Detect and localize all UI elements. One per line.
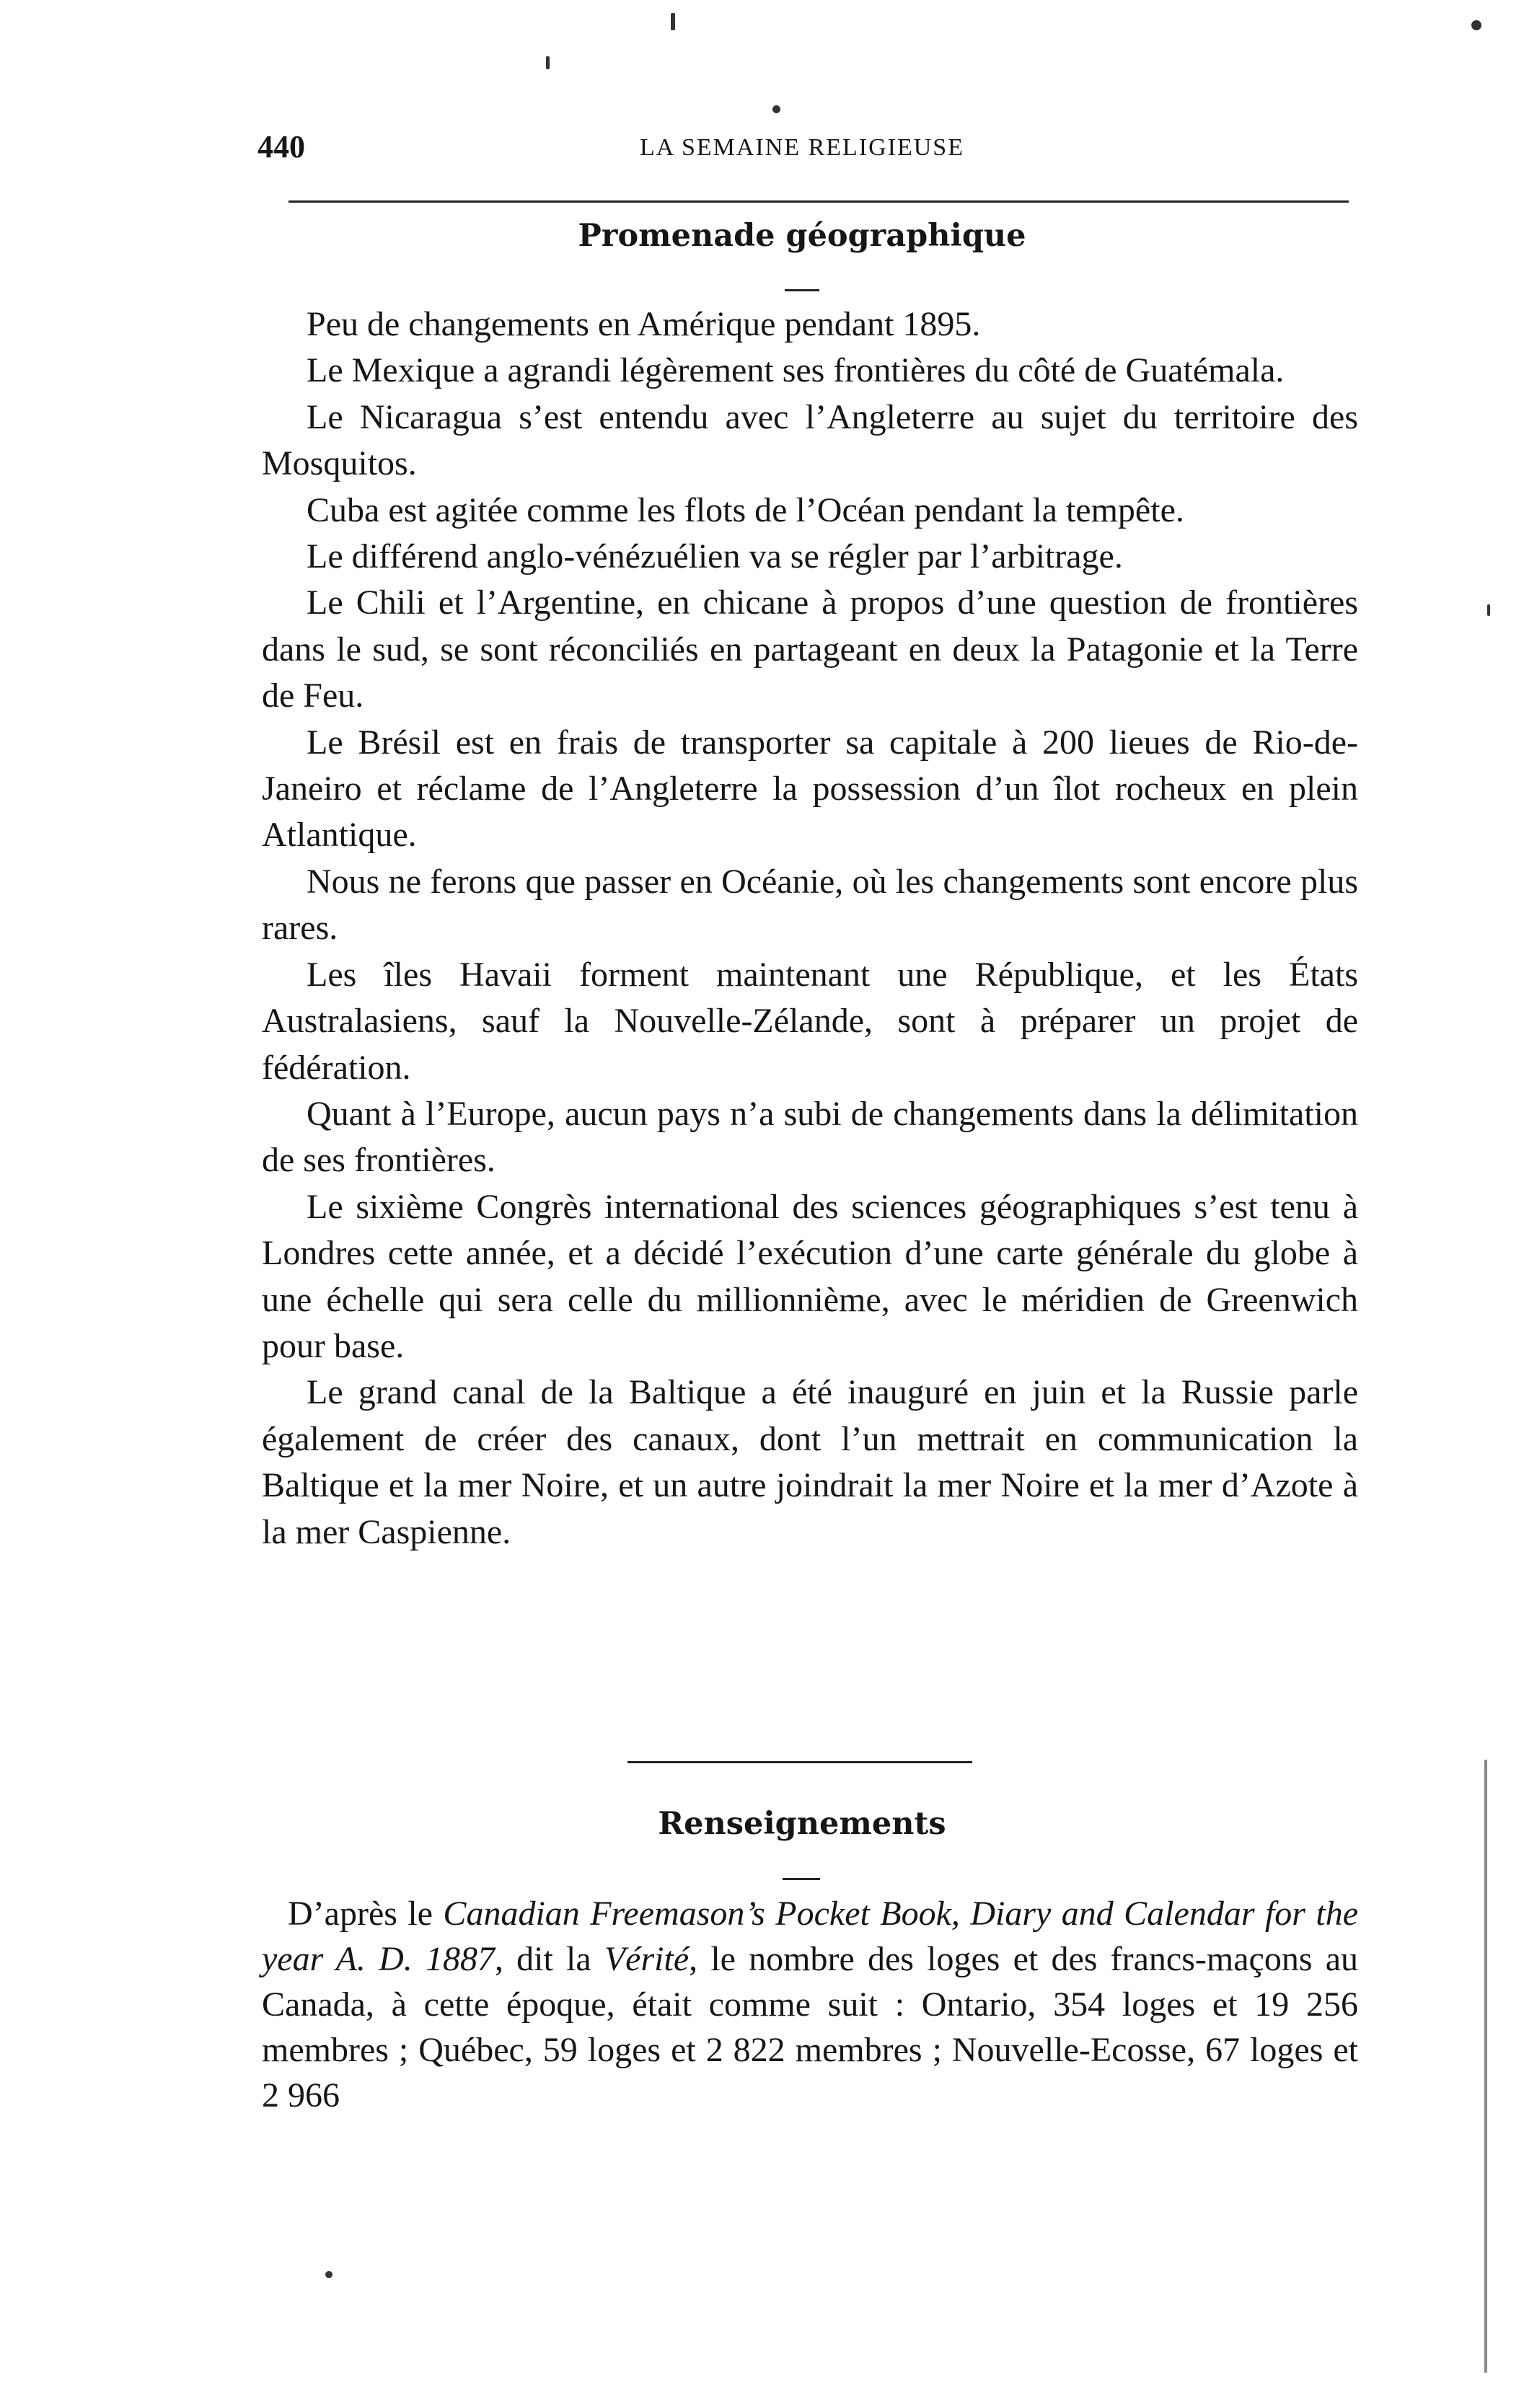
scan-speck	[325, 2271, 332, 2278]
section-title-promenade: Promenade géographique	[578, 218, 1026, 254]
paragraph: Le différend anglo-vénézuélien va se régler par l’arbitrage.	[307, 537, 1123, 576]
paragraph: Les îles Havaii forment maintenant une République, et les États Australasiens, sauf la Nouvelle-Zélande, sont à préparer un projet de fédération.	[262, 955, 1358, 1087]
book-title: Canadian Freemason’s Pocket Book, Diary and Calendar for the year A. D. 1887	[262, 1895, 1359, 1978]
header-rule	[288, 200, 1349, 203]
paragraph: Le Chili et l’Argentine, en chicane à propos d’une question de frontières dans le sud, se sont réconciliés en partageant en deux la Patagonie et la Terre de Feu.	[262, 583, 1358, 715]
scan-edge-mark	[1484, 1760, 1487, 2373]
section-separator	[627, 1761, 972, 1763]
article-renseignements	[262, 1891, 1358, 2118]
paragraph: Cuba est agitée comme les flots de l’Océan pendant la tempête.	[307, 490, 1184, 529]
paragraph: Le Nicaragua s’est entendu avec l’Angleterre au sujet du territoire des Mosquitos.	[262, 397, 1358, 483]
paragraph: Le sixième Congrès international des sciences géographiques s’est tenu à Londres cette année, et a décidé l’exécution d’une carte générale du globe à une échelle qui sera celle du millionnième, avec le méridien de Greenwich pour base.	[262, 1187, 1358, 1365]
article-promenade	[262, 301, 1358, 1556]
paragraph: Peu de changements en Amérique pendant 1895.	[307, 305, 981, 343]
scan-speck	[1487, 604, 1490, 616]
scan-speck	[1471, 20, 1481, 30]
paragraph: Le grand canal de la Baltique a été inauguré en juin et la Russie parle également de créer des canaux, dont l’un mettrait en communication la Baltique et la mer Noire, et un autre joindrait la mer Noire et la mer d’Azote à la mer Caspienne.	[262, 1373, 1358, 1551]
scan-speck	[671, 13, 675, 30]
paragraph-mid: , dit la	[494, 1940, 604, 1978]
page-number: 440	[257, 129, 305, 164]
source-title: Vérité	[604, 1940, 690, 1978]
page-header	[257, 128, 1347, 179]
paragraph: Le Brésil est en frais de transporter sa capitale à 200 lieues de Rio-de-Janeiro et réclame de l’Angleterre la possession d’un îlot rocheux en plein Atlantique.	[262, 723, 1358, 855]
paragraph: Quant à l’Europe, aucun pays n’a subi de changements dans la délimitation de ses frontières.	[262, 1094, 1358, 1180]
title-dash	[783, 1878, 820, 1880]
scan-speck	[546, 56, 550, 69]
paragraph: Nous ne ferons que passer en Océanie, où les changements sont encore plus rares.	[262, 862, 1358, 948]
scan-speck	[772, 105, 780, 113]
title-dash	[785, 289, 819, 291]
running-title: LA SEMAINE RELIGIEUSE	[640, 134, 964, 161]
paragraph: Le Mexique a agrandi légèrement ses frontières du côté de Guatémala.	[307, 351, 1285, 390]
paragraph-start: D’après le	[288, 1895, 444, 1933]
paragraph	[262, 1891, 1358, 2118]
section-title-renseignements: Renseignements	[658, 1806, 946, 1842]
paragraph-end: , le nombre des loges et des francs-maçons au Canada, à cette époque, était comme suit : Ontario, 354 loges et 19 256 membres ; Québec, 59 loges et 2 822 membres ; Nouvelle-Ecosse, 67 loges et 2 966	[262, 1940, 1358, 2114]
